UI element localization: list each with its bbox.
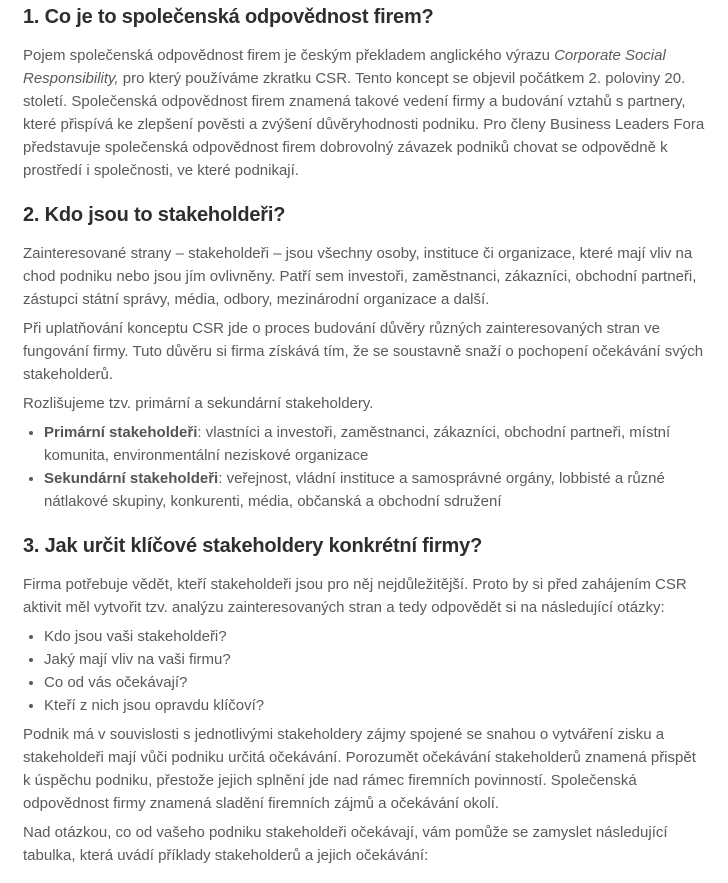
stakeholder-types-list [23,421,706,513]
section-3-paragraph-2: Podnik má v souvislosti s jednotlivými stakeholdery zájmy spojené se snahou o vytváření zisku a stakeholdeři mají vůči podniku určitá očekávání. Porozumět očekávání stakeholderů znamená přispět k úspěchu podniku, přestože jejich splnění jde nad rámec firemních povinností. Společenská odpovědnost firmy znamená sladění firemních zájmů a očekávání okolí. [23,726,696,812]
section-1-heading: 1. Co je to společenská odpovědnost firem? [23,6,434,28]
section-stakeholders [23,202,706,513]
list-item-text: : veřejnost, vládní instituce a samosprávné orgány, lobbisté a různé nátlakové skupiny, konkurenti, média, občanská a obchodní sdružení [44,470,665,510]
paragraph-text-run: pro který používáme zkratku CSR. Tento koncept se objevil počátkem 2. poloviny 20. století. Společenská odpovědnost firem znamená takové vedení firmy a budování vztahů s partnery, které přispívá ke zlepšení pověsti a zvýšení důvěryhodnosti podniku. Pro členy Business Leaders Fora představuje společenská odpovědnost firem dobrovolný závazek podniků chovat se odpovědně k prostředí i společnosti, ve které podnikají. [23,70,705,179]
paragraph-text-run: Pojem společenská odpovědnost firem je českým překladem anglického výrazu [23,47,555,64]
section-3-heading: 3. Jak určit klíčové stakeholdery konkrétní firmy? [23,535,483,557]
section-1-paragraph-1 [23,44,706,182]
question-item: • Jaký mají vliv na vaši firmu? [44,648,706,671]
section-key-stakeholders [23,533,706,867]
section-2-paragraph-2: Při uplatňování konceptu CSR jde o proces budování důvěry různých zainteresovaných stran ve fungování firmy. Tuto důvěru si firma získává tím, že se soustavně snaží o pochopení očekávání svých stakeholderů. [23,320,704,383]
list-item-term: Sekundární stakeholdeři [44,470,219,487]
list-item-term: Primární stakeholdeři [44,424,198,441]
list-item-secondary-stakeholders [44,467,706,513]
list-item-primary-stakeholders [44,421,706,467]
section-2-heading: 2. Kdo jsou to stakeholdeři? [23,204,286,226]
list-item-text: : vlastníci a investoři, zaměstnanci, zákazníci, obchodní partneři, místní komunita, environmentální neziskové organizace [44,424,671,464]
section-3-paragraph-1: Firma potřebuje vědět, kteří stakeholdeři jsou pro něj nejdůležitější. Proto by si před zahájením CSR aktivit měl vytvořit tzv. analýzu zainteresovaných stran a tedy odpovědět si na následující otázky: [23,576,687,616]
section-csr-definition [23,4,706,182]
section-2-paragraph-1: Zainteresované strany – stakeholdeři – jsou všechny osoby, instituce či organizace, které mají vliv na chod podniku nebo jsou jím ovlivněny. Patří sem investoři, zaměstnanci, zákazníci, obchodní partneři, zástupci státní správy, média, odbory, mezinárodní organizace a další. [23,245,697,308]
italic-term-csr: Corporate Social Responsibility, [23,47,666,87]
question-item: • Kdo jsou vaši stakeholdeři? [44,625,706,648]
section-2-paragraph-3: Rozlišujeme tzv. primární a sekundární stakeholdery. [23,395,374,412]
stakeholder-questions-list [23,625,706,717]
question-item: • Kteří z nich jsou opravdu klíčoví? [44,694,706,717]
question-item: • Co od vás očekávají? [44,671,706,694]
section-3-paragraph-3: Nad otázkou, co od vašeho podniku stakeholdeři očekávají, vám pomůže se zamyslet následující tabulka, která uvádí příklady stakeholderů a jejich očekávání: [23,824,668,864]
